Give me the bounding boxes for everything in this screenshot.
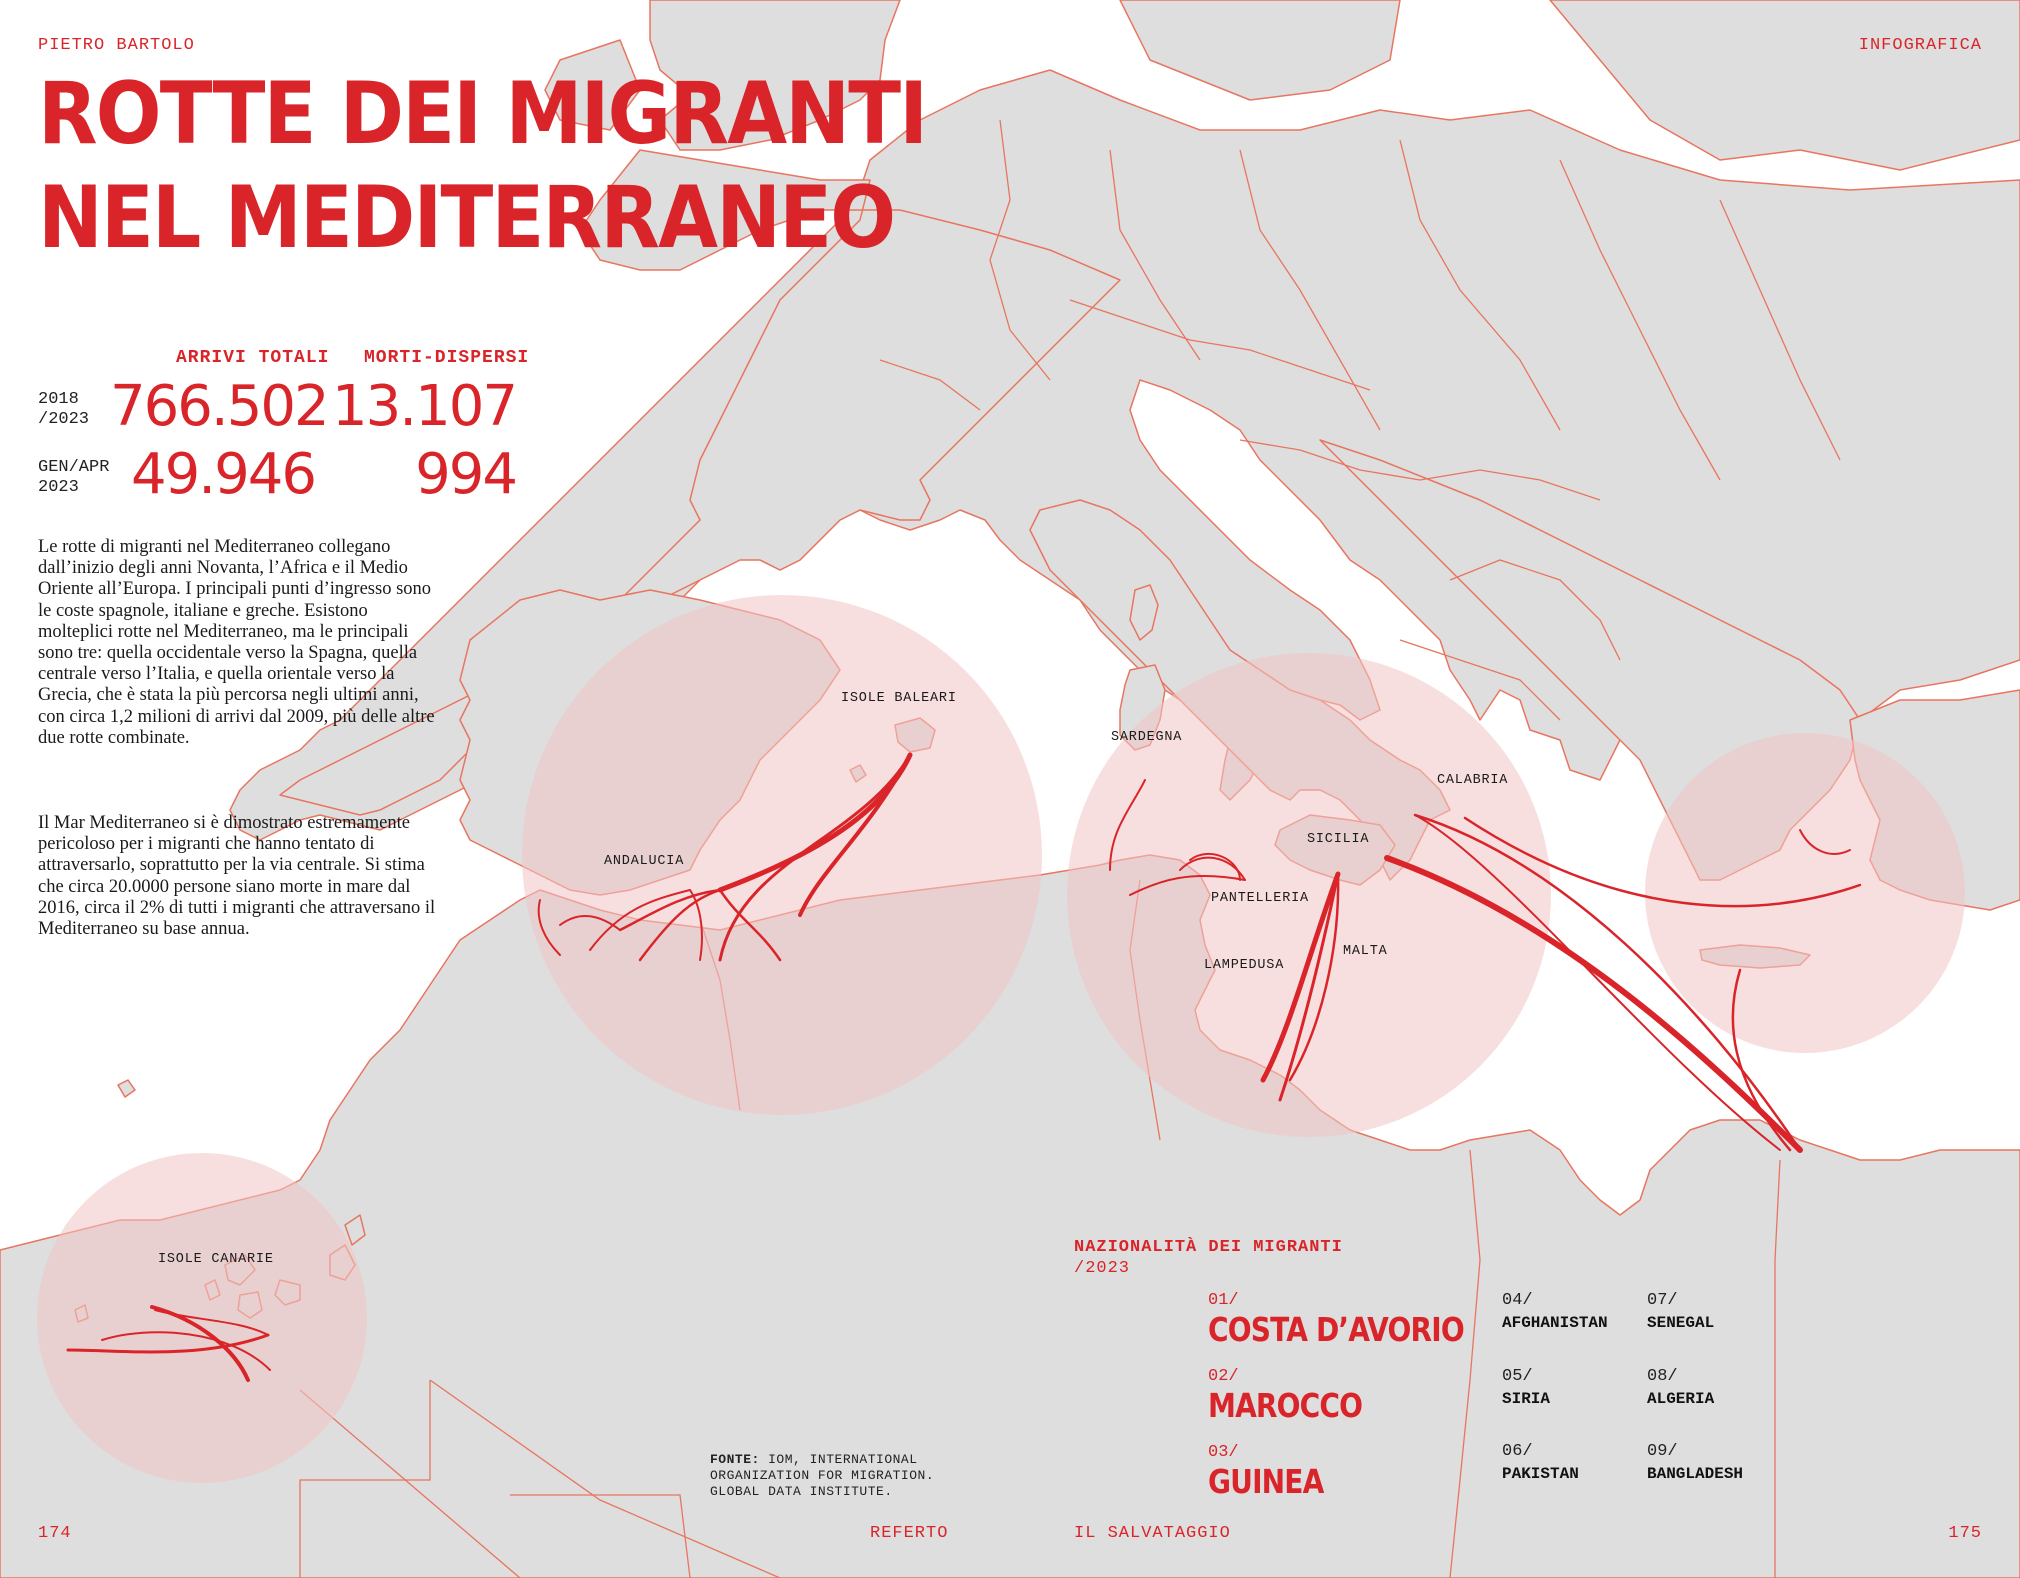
stats-row-label-line2: 2023 <box>38 478 79 497</box>
circle-east <box>1645 733 1965 1053</box>
nationality-name: PAKISTAN <box>1502 1465 1579 1483</box>
label-pantelleria: PANTELLERIA <box>1211 891 1309 906</box>
nationality-name: COSTA D’AVORIO <box>1208 1310 1464 1349</box>
nationality-rank: 07/ <box>1647 1291 1678 1310</box>
stats-row-label-line2: /2023 <box>38 410 90 429</box>
label-canarie: ISOLE CANARIE <box>158 1252 274 1267</box>
footer-label-left: REFERTO <box>870 1524 949 1543</box>
source-line3: GLOBAL DATA INSTITUTE. <box>710 1484 893 1499</box>
stats-deaths-value: 994 <box>415 442 516 507</box>
nationality-rank: 05/ <box>1502 1367 1533 1386</box>
body-paragraph-1: Le rotte di migranti nel Mediterraneo collegano dall’inizio degli anni Novanta, l’Africa e il Medio Oriente all’Europa. I principali punti d’ingresso sono le coste spagnole, italiane e greche. Esistono molteplici rotte nel Mediterraneo, ma le principali sono tre: quella occidentale verso la Spagna, quella centrale verso l’Italia, e quella orientale verso la Grecia, che è stata la più percorsa negli ultimi anni, con circa 1,2 milioni di arrivi dal 2009, più delle altre due rotte combinate. <box>38 537 435 748</box>
page-number-left: 174 <box>38 1524 72 1543</box>
stats-arrivals-value: 49.946 <box>131 442 315 507</box>
label-sardegna: SARDEGNA <box>1111 730 1183 745</box>
page-title <box>38 62 926 270</box>
label-baleari: ISOLE BALEARI <box>841 691 957 706</box>
nationality-name: ALGERIA <box>1647 1390 1715 1408</box>
page-number-right: 175 <box>1948 1524 1982 1543</box>
nationality-item <box>1647 1291 1714 1332</box>
land-finland-baltic <box>1550 0 2020 170</box>
nationalities-heading-line2: /2023 <box>1074 1259 1131 1278</box>
label-malta: MALTA <box>1343 944 1388 959</box>
nationality-rank: 09/ <box>1647 1442 1678 1461</box>
nationality-name: SENEGAL <box>1647 1314 1715 1332</box>
source-label: FONTE: <box>710 1452 760 1467</box>
nationality-name: BANGLADESH <box>1647 1465 1744 1483</box>
nationality-item <box>1502 1442 1579 1483</box>
nationality-rank: 03/ <box>1208 1443 1239 1462</box>
nationality-item <box>1647 1367 1714 1408</box>
nationality-name: AFGHANISTAN <box>1502 1314 1608 1332</box>
nationality-rank: 04/ <box>1502 1291 1533 1310</box>
nationality-top-item <box>1208 1443 1344 1501</box>
label-calabria: CALABRIA <box>1437 773 1509 788</box>
author-name: PIETRO BARTOLO <box>38 36 195 55</box>
label-andalucia: ANDALUCIA <box>604 854 685 869</box>
circle-west <box>522 595 1042 1115</box>
stats-row-label-line1: 2018 <box>38 390 79 409</box>
source-line1: IOM, INTERNATIONAL <box>759 1452 918 1467</box>
footer-label-right: IL SALVATAGGIO <box>1074 1524 1231 1543</box>
nationality-rank: 01/ <box>1208 1291 1239 1310</box>
nationalities-heading <box>1074 1237 1343 1279</box>
page-title-line1: ROTTE DEI MIGRANTI <box>38 64 927 164</box>
page-title-line2: NEL MEDITERRANEO <box>38 168 895 268</box>
label-sicilia: SICILIA <box>1307 832 1370 847</box>
stats-deaths-value: 13.107 <box>332 374 516 439</box>
nationality-top-item <box>1208 1291 1509 1349</box>
label-lampedusa: LAMPEDUSA <box>1204 958 1285 973</box>
land-madeira <box>118 1080 135 1097</box>
stats-arrivals-value: 766.502 <box>110 374 328 439</box>
stats-header-arrivals: ARRIVI TOTALI <box>176 348 330 368</box>
nationality-name: SIRIA <box>1502 1390 1551 1408</box>
source-note <box>710 1452 934 1500</box>
nationality-rank: 02/ <box>1208 1367 1239 1386</box>
nationality-rank: 06/ <box>1502 1442 1533 1461</box>
nationality-top-item <box>1208 1367 1389 1425</box>
nationality-name: GUINEA <box>1208 1462 1324 1501</box>
stats-header-deaths: MORTI-DISPERSI <box>364 348 530 368</box>
body-paragraph-2: Il Mar Mediterraneo si è dimostrato estremamente pericoloso per i migranti che hanno tentato di attraversarlo, soprattutto per la via centrale. Si stima che circa 20.0000 persone siano morte in mare dal 2016, circa il 2% di tutti i migranti che attraversano il Mediterraneo su base annua. <box>38 813 436 940</box>
nationality-item <box>1647 1442 1743 1483</box>
stats-row-label-line1: GEN/APR <box>38 458 110 477</box>
section-label: INFOGRAFICA <box>1858 36 1982 55</box>
nationality-item <box>1502 1291 1608 1332</box>
nationality-item <box>1502 1367 1550 1408</box>
nationalities-heading-line1: NAZIONALITÀ DEI MIGRANTI <box>1074 1238 1343 1257</box>
nationality-rank: 08/ <box>1647 1367 1678 1386</box>
land-scandinavia <box>1120 0 1400 100</box>
nationality-name: MAROCCO <box>1208 1386 1363 1425</box>
source-line2: ORGANIZATION FOR MIGRATION. <box>710 1468 935 1483</box>
